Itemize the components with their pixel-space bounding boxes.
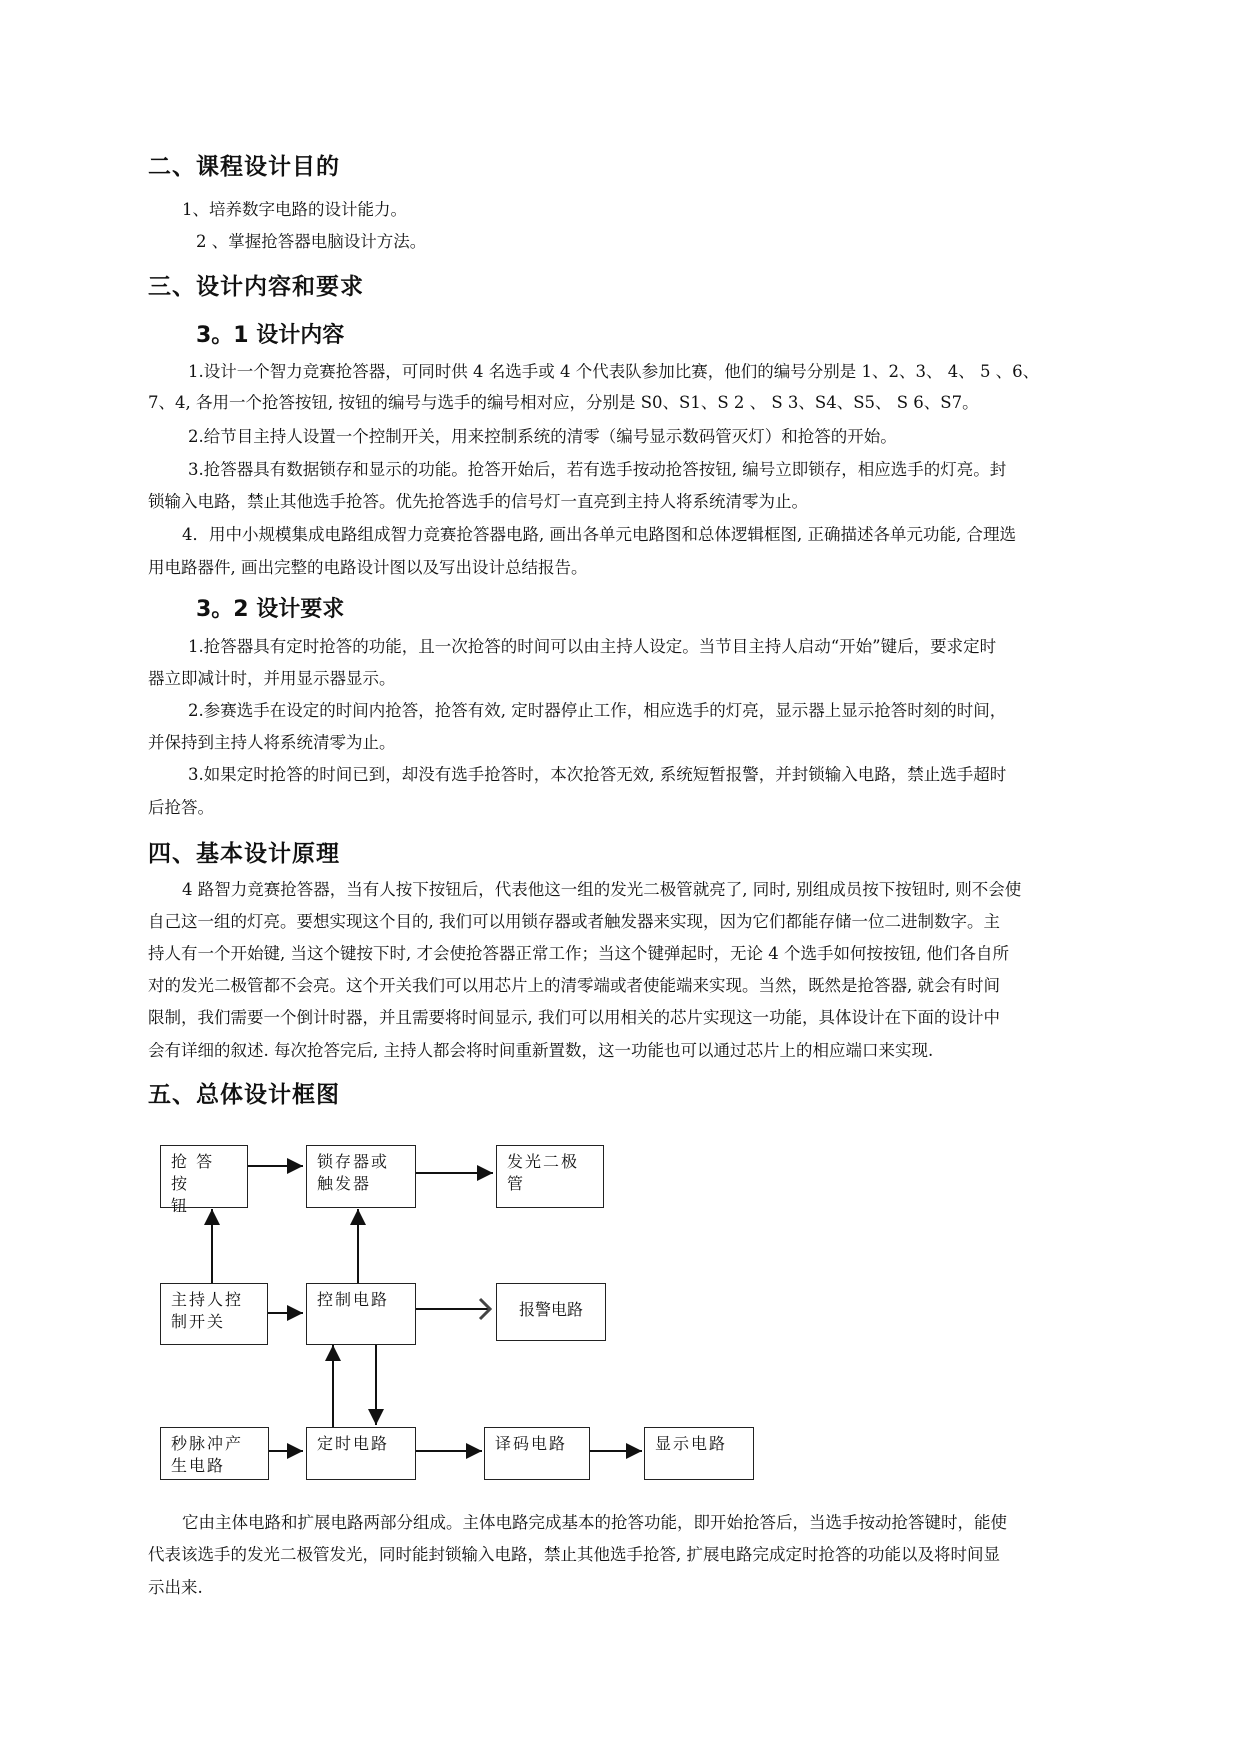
closing-line-1: 它由主体电路和扩展电路两部分组成。主体电路完成基本的抢答功能，即开始抢答后，当选手按动抢答键时，能使 [182,1513,1007,1532]
section-3-2-title: 3。2 设计要求 [196,597,345,622]
s2-item-2: 2 、掌握抢答器电脑设计方法。 [196,232,427,251]
s2-item-1: 1、培养数字电路的设计能力。 [182,200,407,219]
s32-line-2: 器立即减计时，并用显示器显示。 [148,669,396,688]
alarm-box [496,1283,606,1341]
section-3-title: 三、设计内容和要求 [148,274,364,300]
closing-line-2: 代表该选手的发光二极管发光，同时能封锁输入电路，禁止其他选手抢答, 扩展电路完成定时抢答的功能以及将时间显 [148,1545,1000,1564]
s31-line-2: 7、4, 各用一个抢答按钮, 按钮的编号与选手的编号相对应，分别是 S0、S1、S 2 、 S 3、S4、S5、 S 6、S7。 [148,393,979,412]
led-box-line-2: 管 [507,1174,526,1193]
closing-line-3: 示出来. [148,1578,203,1597]
section-5-title: 五、总体设计框图 [148,1082,340,1108]
s31-line-7: 用电路器件, 画出完整的电路设计图以及写出设计总结报告。 [148,558,588,577]
pulse-box [160,1427,269,1480]
s32-line-3: 2.参赛选手在设定的时间内抢答，抢答有效, 定时器停止工作，相应选手的灯亮，显示器上显示抢答时刻的时间， [188,701,1007,720]
s31-line-4: 3.抢答器具有数据锁存和显示的功能。抢答开始后，若有选手按动抢答按钮, 编号立即锁存，相应选手的灯亮。封 [188,460,1007,479]
s4-line-4: 对的发光二极管都不会亮。这个开关我们可以用芯片上的清零端或者使能端来实现。当然，既然是抢答器, 就会有时间 [148,976,1000,995]
section-2-title: 二、课程设计目的 [148,154,340,180]
s31-line-1: 1.设计一个智力竞赛抢答器，可同时供 4 名选手或 4 个代表队参加比赛，他们的编号分别是 1、2、3、 4、 5 、6、 [188,362,1040,381]
s32-line-1: 1.抢答器具有定时抢答的功能，且一次抢答的时间可以由主持人设定。当节目主持人启动“开始”键后，要求定时 [188,637,997,656]
s4-line-6: 会有详细的叙述. 每次抢答完后, 主持人都会将时间重新置数，这一功能也可以通过芯片上的相应端口来实现. [148,1041,934,1060]
timer-box [306,1427,416,1480]
btn-box [160,1145,248,1215]
decode-box-label: 译码电路 [495,1434,568,1453]
timer-box-label: 定时电路 [317,1434,390,1453]
s31-line-3: 2.给节目主持人设置一个控制开关，用来控制系统的清零（编号显示数码管灭灯）和抢答的开始。 [188,427,897,446]
latch-box-line-1: 锁存器或 [317,1152,390,1171]
latch-box [306,1145,416,1208]
s4-line-2: 自己这一组的灯亮。要想实现这个目的, 我们可以用锁存器或者触发器来实现，因为它们都能存储一位二进制数字。主 [148,912,1000,931]
led-box-line-1: 发光二极 [507,1152,580,1171]
btn-box-line-2: 钮 [171,1196,190,1215]
s32-line-6: 后抢答。 [148,798,214,817]
display-box [644,1427,754,1480]
ctrl-box [306,1283,416,1345]
host-box [160,1283,268,1345]
alarm-box-label: 报警电路 [519,1300,584,1319]
s32-line-4: 并保持到主持人将系统清零为止。 [148,733,396,752]
host-box-line-2: 制开关 [171,1312,226,1331]
btn-box-line-1: 抢 答 按 [171,1152,215,1193]
latch-box-line-2: 触发器 [317,1174,372,1193]
decode-box [484,1427,590,1480]
led-box [496,1145,604,1208]
s4-line-1: 4 路智力竞赛抢答器，当有人按下按钮后，代表他这一组的发光二极管就亮了, 同时, 别组成员按下按钮时, 则不会使 [182,880,1022,899]
s31-line-5: 锁输入电路，禁止其他选手抢答。优先抢答选手的信号灯一直亮到主持人将系统清零为止。 [148,492,808,511]
ctrl-box-label: 控制电路 [317,1290,390,1309]
s31-line-6: 4．用中小规模集成电路组成智力竞赛抢答器电路, 画出各单元电路图和总体逻辑框图, 正确描述各单元功能, 合理选 [182,525,1016,544]
display-box-label: 显示电路 [655,1434,728,1453]
s32-line-5: 3.如果定时抢答的时间已到，却没有选手抢答时，本次抢答无效, 系统短暂报警，并封锁输入电路，禁止选手超时 [188,765,1007,784]
block-diagram [150,1135,770,1480]
pulse-box-line-2: 生电路 [171,1456,226,1475]
section-4-title: 四、基本设计原理 [148,841,340,867]
section-3-1-title: 3。1 设计内容 [196,323,345,348]
s4-line-3: 持人有一个开始键, 当这个键按下时, 才会使抢答器正常工作；当这个键弹起时，无论 4 个选手如何按按钮, 他们各自所 [148,944,1009,963]
host-box-line-1: 主持人控 [171,1290,244,1309]
pulse-box-line-1: 秒脉冲产 [171,1434,244,1453]
s4-line-5: 限制，我们需要一个倒计时器，并且需要将时间显示, 我们可以用相关的芯片实现这一功能，具体设计在下面的设计中 [148,1008,1000,1027]
